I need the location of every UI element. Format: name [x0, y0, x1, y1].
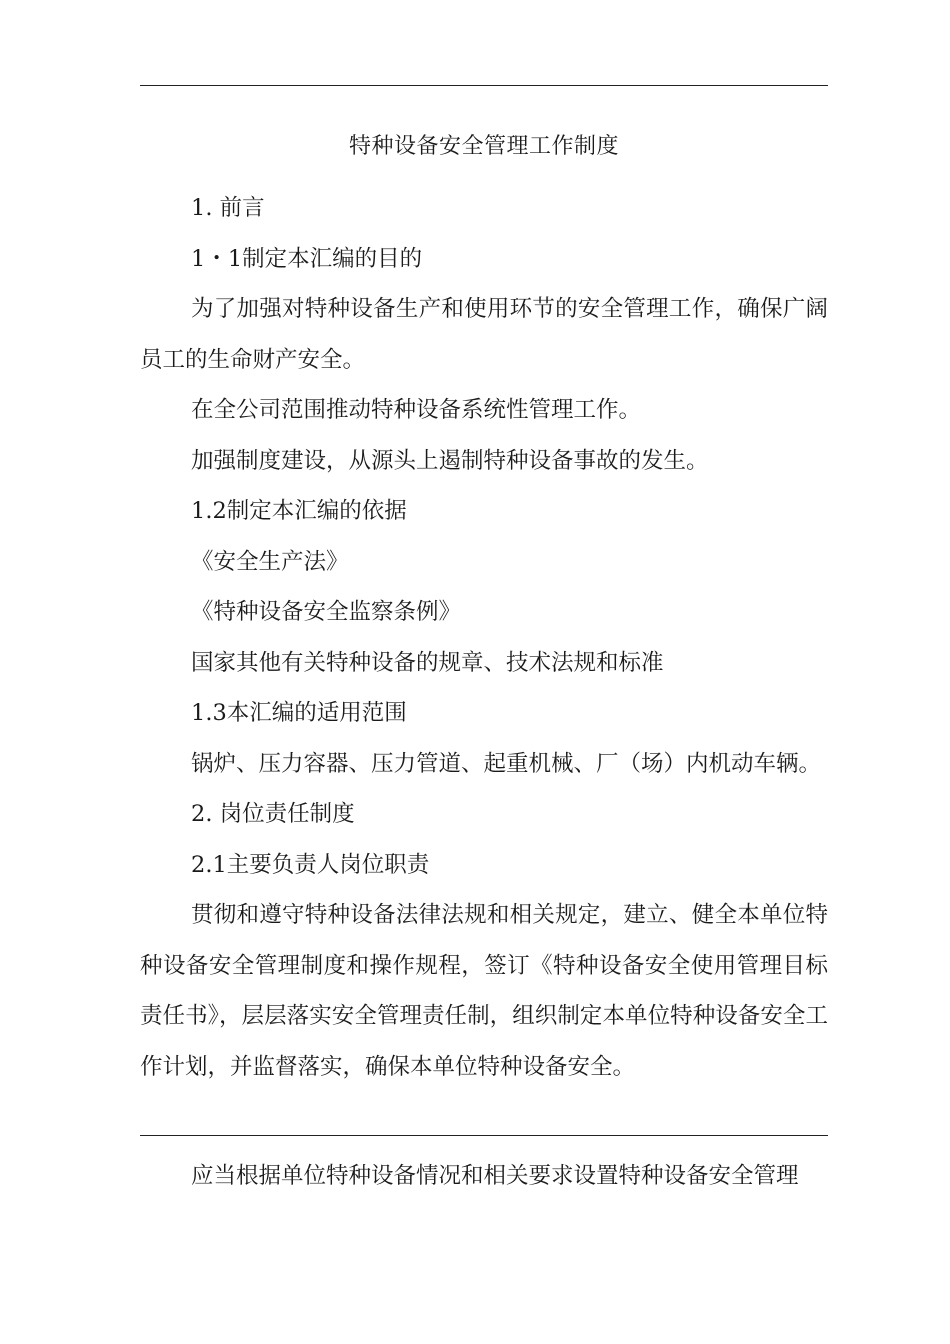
page-break-rule [140, 1135, 828, 1136]
section-heading-preface: 1. 前言 [191, 195, 265, 221]
body-paragraph: 贯彻和遵守特种设备法律法规和相关规定，建立、健全本单位特种设备安全管理制度和操作规程，签订《特种设备安全使用管理目标责任书》，层层落实安全管理责任制，组织制定本单位特种设备安全工作计划，并监督落实，确保本单位特种设备安全。 [140, 902, 828, 1080]
subsection-heading-principal-duties: 2.1主要负责人岗位职责 [191, 851, 430, 878]
body-paragraph: 锅炉、压力容器、压力管道、起重机械、厂（场）内机动车辆。 [191, 750, 822, 777]
subsection-heading-basis: 1.2制定本汇编的依据 [191, 498, 407, 524]
body-paragraph: 加强制度建设，从源头上遏制特种设备事故的发生。 [191, 447, 709, 474]
document-page [140, 0, 828, 1344]
body-paragraph: 为了加强对特种设备生产和使用环节的安全管理工作，确保广阔员工的生命财产安全。 [140, 296, 828, 373]
document-body [140, 183, 828, 1092]
regulation-reference: 《特种设备安全监察条例》 [191, 599, 462, 625]
body-paragraph: 国家其他有关特种设备的规章、技术法规和标准 [191, 649, 664, 676]
body-paragraph: 在全公司范围推动特种设备系统性管理工作。 [191, 397, 642, 423]
section-heading-responsibility: 2. 岗位责任制度 [191, 801, 355, 827]
law-reference: 《安全生产法》 [191, 548, 349, 575]
document-title: 特种设备安全管理工作制度 [348, 134, 619, 159]
next-page-paragraph: 应当根据单位特种设备情况和相关要求设置特种设备安全管理 [191, 1163, 799, 1189]
subsection-heading-scope: 1.3本汇编的适用范围 [191, 700, 407, 726]
subsection-heading-purpose: 1・1制定本汇编的目的 [191, 245, 423, 272]
header-rule [140, 85, 828, 86]
